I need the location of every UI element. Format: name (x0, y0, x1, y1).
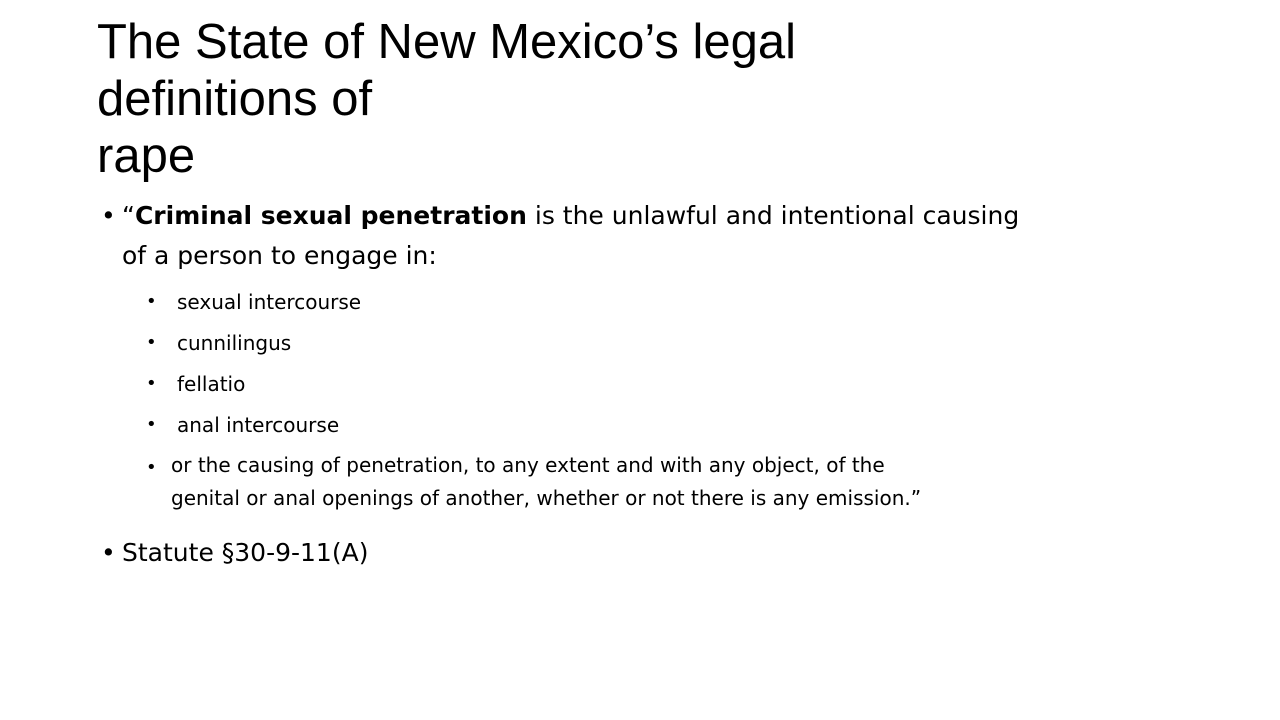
defined-term: Criminal sexual penetration (134, 201, 527, 230)
bullet-dot: • (101, 538, 116, 567)
bullet-dot: • (146, 332, 157, 353)
bullet-dot: • (101, 201, 116, 230)
sub-bullet-text: cunnilingus (177, 331, 292, 355)
title-line: rape (97, 129, 196, 183)
sub-bullet-line-1: or the causing of penetration, to any extent and with any object, of the (171, 453, 885, 477)
bullet-dot: • (146, 373, 157, 394)
definition-text-line-1 (122, 198, 1019, 234)
definition-rest: is the unlawful and intentional causing (526, 201, 1020, 230)
bullet-dot: • (146, 414, 157, 435)
bullet-dot: • (146, 457, 157, 478)
sub-bullet-line-2: genital or anal openings of another, whether or not there is any emission.” (171, 486, 922, 510)
sub-bullet-text: sexual intercourse (177, 290, 362, 314)
open-quote: “ (122, 201, 135, 230)
slide-title (97, 14, 997, 185)
sub-bullet-text: fellatio (177, 372, 246, 396)
definition-text-line-2: of a person to engage in: (122, 241, 437, 270)
sub-bullet-text (171, 449, 1151, 515)
statute-text: Statute §30-9-11(A) (122, 538, 369, 567)
bullet-dot: • (146, 291, 157, 312)
title-line: The State of New Mexico’s legal (97, 15, 797, 69)
title-line: definitions of (97, 72, 373, 126)
sub-bullet-text: anal intercourse (177, 413, 340, 437)
